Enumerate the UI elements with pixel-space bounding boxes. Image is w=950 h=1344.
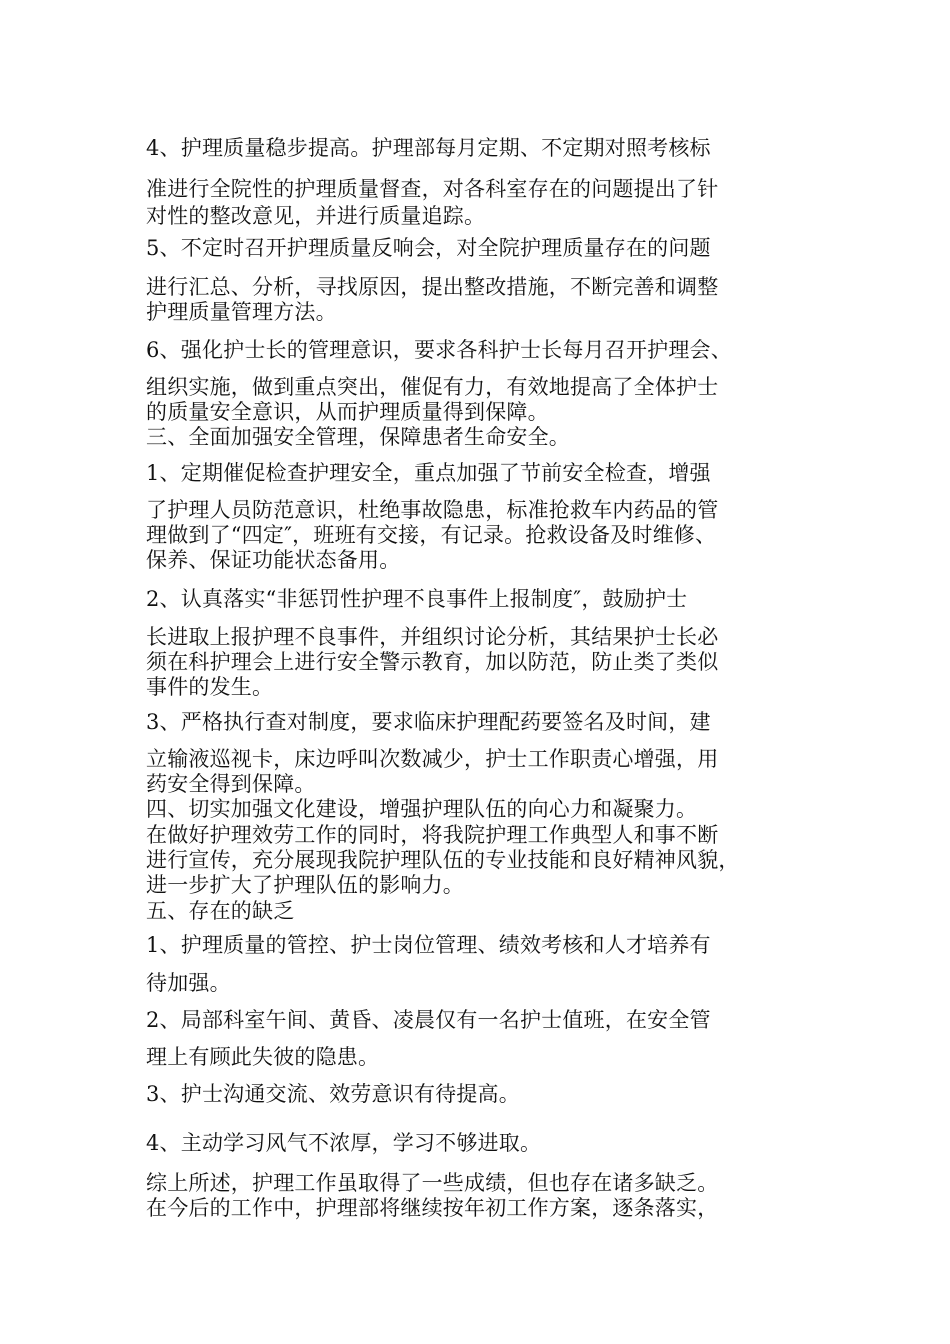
text-line: 了护理人员防范意识，杜绝事故隐患，标准抢救车内药品的管 (146, 498, 719, 522)
text-line: 待加强。 (146, 971, 231, 995)
text-line: 组织实施，做到重点突出，催促有力，有效地提高了全体护士 (146, 375, 719, 399)
text-line: 在今后的工作中，护理部将继续按年初工作方案，逐条落实， (146, 1196, 719, 1220)
text-line: 理做到了“四定″，班班有交接，有记录。抢救设备及时维修、 (146, 523, 717, 547)
text-line: 进行汇总、分析，寻找原因，提出整改措施，不断完善和调整 (146, 275, 719, 299)
text-line: 4、护理质量稳步提高。护理部每月定期、不定期对照考核标 (146, 136, 711, 160)
text-line: 4、主动学习风气不浓厚，学习不够进取。 (146, 1131, 542, 1155)
text-line: 须在科护理会上进行安全警示教育，加以防范，防止类了类似 (146, 650, 719, 674)
text-line: 2、认真落实“非惩罚性护理不良事件上报制度″，鼓励护士 (146, 587, 688, 611)
text-line: 1、护理质量的管控、护士岗位管理、绩效考核和人才培养有 (146, 933, 711, 957)
text-line: 1、定期催促检查护理安全，重点加强了节前安全检查，增强 (146, 461, 711, 485)
text-line: 事件的发生。 (146, 675, 274, 699)
text-line: 长进取上报护理不良事件，并组织讨论分析，其结果护士长必 (146, 625, 719, 649)
text-line: 进行宣传，充分展现我院护理队伍的专业技能和良好精神风貌， (146, 848, 740, 872)
text-line: 综上所述，护理工作虽取得了一些成绩，但也存在诸多缺乏。 (146, 1171, 719, 1195)
section-heading: 五、存在的缺乏 (146, 899, 295, 923)
section-heading: 四、切实加强文化建设，增强护理队伍的向心力和凝聚力。 (146, 797, 698, 821)
text-line: 进一步扩大了护理队伍的影响力。 (146, 873, 464, 897)
text-line: 5、不定时召开护理质量反响会，对全院护理质量存在的问题 (146, 236, 711, 260)
text-line: 对性的整改意见，并进行质量追踪。 (146, 204, 486, 228)
text-line: 药安全得到保障。 (146, 772, 316, 796)
text-line: 在做好护理效劳工作的同时，将我院护理工作典型人和事不断 (146, 823, 719, 847)
text-line: 3、严格执行查对制度，要求临床护理配药要签名及时间，建 (146, 710, 711, 734)
text-line: 理上有顾此失彼的隐患。 (146, 1045, 380, 1069)
text-line: 护理质量管理方法。 (146, 300, 337, 324)
text-line: 3、护士沟通交流、效劳意识有待提高。 (146, 1082, 520, 1106)
text-line: 保养、保证功能状态备用。 (146, 548, 401, 572)
text-line: 2、局部科室午间、黄昏、凌晨仅有一名护士值班，在安全管 (146, 1008, 711, 1032)
text-line: 6、强化护士长的管理意识，要求各科护士长每月召开护理会、 (146, 338, 732, 362)
text-line: 的质量安全意识，从而护理质量得到保障。 (146, 400, 549, 424)
text-line: 准进行全院性的护理质量督查，对各科室存在的问题提出了针 (146, 177, 719, 201)
section-heading: 三、全面加强安全管理，保障患者生命安全。 (146, 425, 570, 449)
text-line: 立输液巡视卡，床边呼叫次数减少，护士工作职责心增强，用 (146, 747, 719, 771)
